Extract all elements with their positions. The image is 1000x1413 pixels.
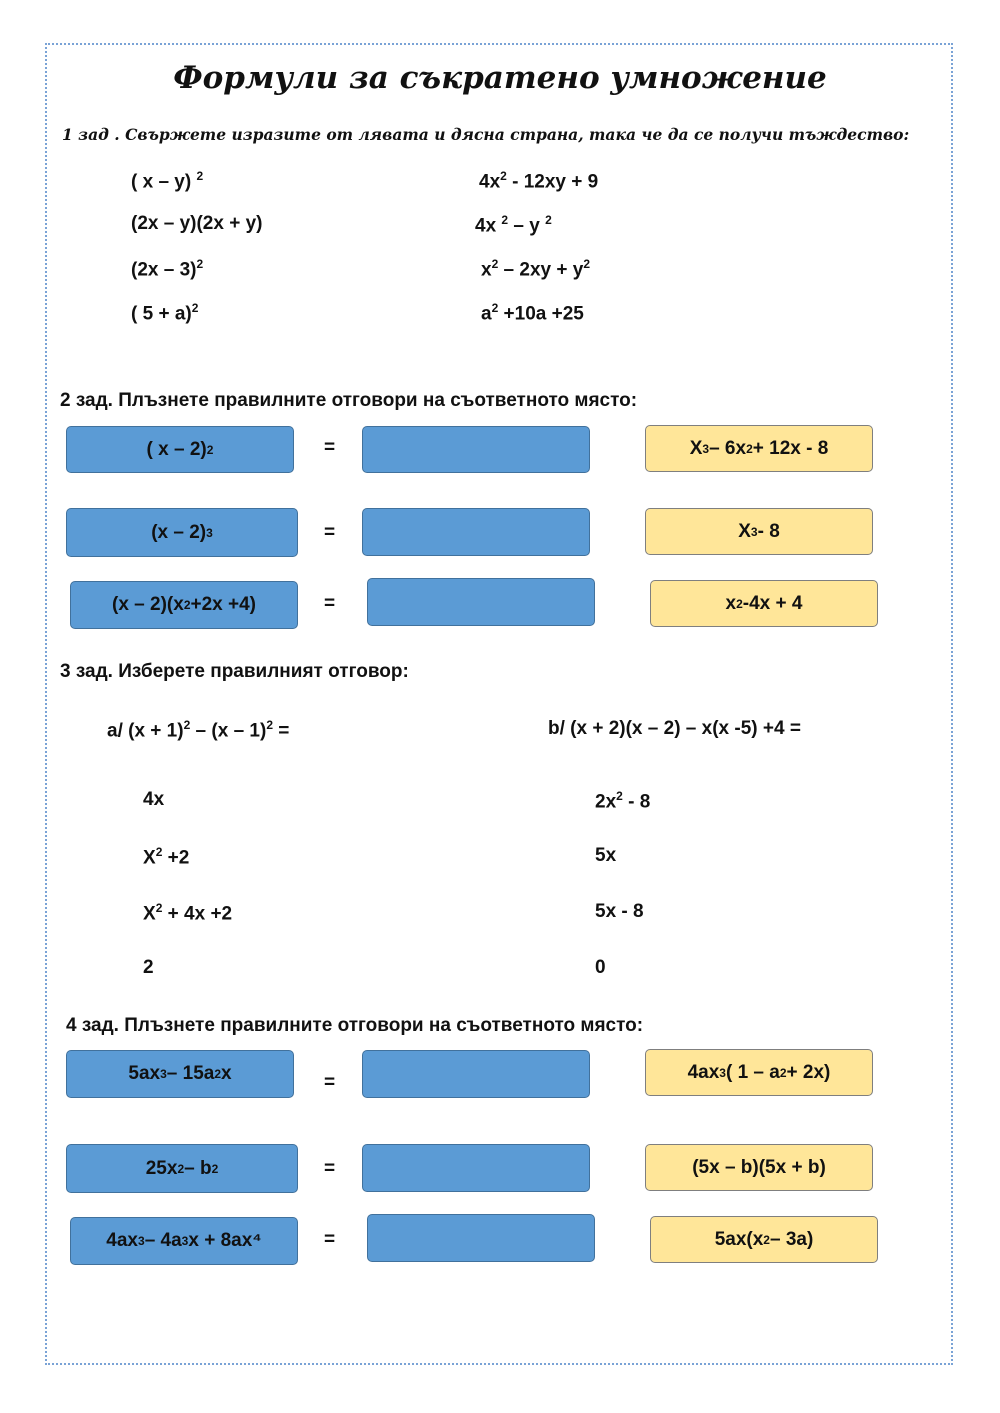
equals-sign: = <box>324 593 336 614</box>
task3-option-b[interactable]: 0 <box>595 957 606 978</box>
task4-heading: 4 зад. Плъзнете правилните отговори на съответното място: <box>66 1015 644 1036</box>
task2-expression: ( x – 2) 2 <box>66 426 294 473</box>
task3-question-a: a/ $(x + 1)^2 - (x - 1)^2$ = <box>107 718 290 742</box>
task4-expression: 25x 2 – b 2 <box>66 1144 298 1193</box>
task1-left-item[interactable]: ( 5 + a)$^2$ <box>131 301 199 325</box>
draggable-answer[interactable]: 4ax 3 ( 1 – a 2 + 2x) <box>645 1049 873 1096</box>
page-title: Формули за съкратено умножение <box>173 60 827 96</box>
task3-option-b[interactable]: 5x - 8 <box>595 901 644 922</box>
answer-drop-zone[interactable] <box>362 426 590 473</box>
answer-drop-zone[interactable] <box>367 1214 595 1262</box>
equals-sign: = <box>324 437 336 458</box>
equals-sign: = <box>324 1072 336 1093</box>
equals-sign: = <box>324 522 336 543</box>
task1-right-item[interactable]: $x^2 - 2xy + y^2$ <box>481 257 590 281</box>
task3-option-a[interactable]: $X^2 +2$ <box>143 845 190 869</box>
task3-option-b[interactable]: 5x <box>595 845 617 866</box>
task2-heading: 2 зад. Плъзнете правилните отговори на съответното място: <box>60 390 638 411</box>
task2-expression: (x – 2) 3 <box>66 508 298 557</box>
equals-sign: = <box>324 1229 336 1250</box>
draggable-answer[interactable]: 5ax(x 2 – 3a) <box>650 1216 878 1263</box>
task1-left-item[interactable]: ( x – y) $^2$ <box>131 169 204 193</box>
answer-drop-zone[interactable] <box>362 508 590 556</box>
answer-drop-zone[interactable] <box>362 1050 590 1098</box>
task1-left-item[interactable]: (2x – 3)$^2$ <box>131 257 204 281</box>
task3-heading: 3 зад. Изберете правилният отговор: <box>60 661 409 682</box>
task3-option-a[interactable]: 4x <box>143 789 165 810</box>
task1-heading: 1 зад . Свържете изразите от лявата и дясна страна, така че да се получи тъждество: <box>62 125 910 144</box>
task3-option-a[interactable]: $X^2 + 4x +2$ <box>143 901 233 925</box>
draggable-answer[interactable]: (5x – b)(5x + b) <box>645 1144 873 1191</box>
draggable-answer[interactable]: X 3 – 6x 2 + 12x - 8 <box>645 425 873 472</box>
task3-question-b: b/ (x + 2)(x – 2) – x(x -5) +4 = <box>548 718 801 739</box>
task4-expression: 5ax 3 – 15a 2 x <box>66 1050 294 1098</box>
task3-option-a[interactable]: 2 <box>143 957 154 978</box>
task4-expression: 4ax 3 – 4a 3 x + 8ax⁴ <box>70 1217 298 1265</box>
answer-drop-zone[interactable] <box>367 578 595 626</box>
task2-expression: (x – 2)(x 2 +2x +4) <box>70 581 298 629</box>
task3-option-b[interactable]: $2x^2 - 8$ <box>595 789 651 813</box>
task1-right-item[interactable]: $a^2 +10a +25$ <box>481 301 584 325</box>
equals-sign: = <box>324 1158 336 1179</box>
draggable-answer[interactable]: x 2 -4x + 4 <box>650 580 878 627</box>
task1-right-item[interactable]: $4x^2 - 12xy + 9$ <box>479 169 599 193</box>
task1-left-item[interactable]: (2x – y)(2x + y) <box>131 213 263 234</box>
task1-right-item[interactable]: 4x $^2$ – y $^2$ <box>475 213 552 237</box>
answer-drop-zone[interactable] <box>362 1144 590 1192</box>
draggable-answer[interactable]: X 3 - 8 <box>645 508 873 555</box>
